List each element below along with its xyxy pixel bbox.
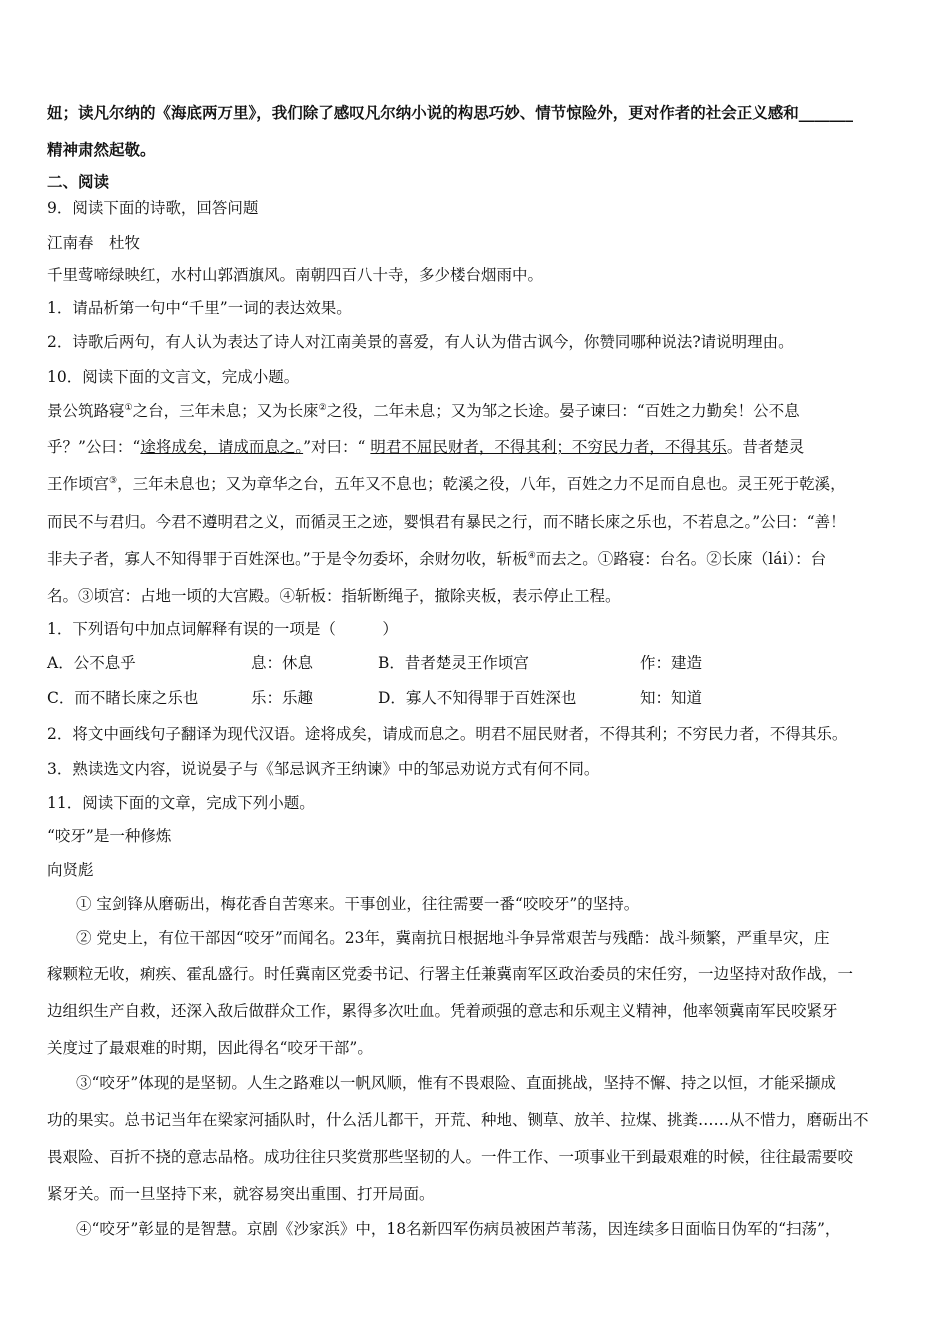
footnote-marker: ③: [109, 475, 118, 486]
footnote-marker: ④: [527, 550, 536, 561]
article-paragraph-line: 紧牙关。而一旦坚持下来，就容易突出重围、打开局面。: [47, 1185, 435, 1203]
text-line: 妞；读凡尔纳的《海底两万里》，我们除了感叹凡尔纳小说的构思巧妙、情节惊险外，更对作者的社会正义感和_______: [47, 103, 854, 122]
option-b: B．昔者楚灵王作顷宫: [378, 654, 529, 672]
option-c: C．而不睹长庲之乐也: [47, 689, 199, 707]
underlined-sentence: 明君不屈民财者，不得其利；不穷民力者，不得其乐: [370, 438, 727, 456]
article-paragraph: ④“咬牙”彰显的是智慧。京剧《沙家浜》中，18名新四军伤病员被困芦苇荡，因连续多日面临日伪军的“扫荡”，: [76, 1220, 841, 1238]
article-paragraph-line: 稼颗粒无收，痢疾、霍乱盛行。时任冀南区党委书记、行署主任兼冀南军区政治委员的宋任穷，一边坚持对敌作战，一: [47, 965, 854, 983]
article-paragraph: ② 党史上，有位干部因“咬牙”而闻名。23年，冀南抗日根据地斗争异常艰苦与残酷：战斗频繁，严重旱灾，庄: [76, 929, 830, 947]
footnote-marker: ②: [318, 402, 327, 413]
classical-text-line: 景公筑路寝①之台，三年未息；又为长庲②之役，二年未息；又为邹之长途。晏子谏曰：“百姓之力勤矣！公不息: [47, 402, 800, 420]
question-title: 9．阅读下面的诗歌，回答问题: [47, 199, 259, 217]
poem-title: 江南春 杜牧: [47, 234, 141, 252]
article-title: “咬牙”是一种修炼: [47, 827, 172, 845]
article-paragraph-line: 边组织生产自救，还深入敌后做群众工作，累得多次吐血。凭着顽强的意志和乐观主义精神，他率领冀南军民咬紧牙: [47, 1002, 838, 1020]
sub-question: 2．将文中画线句子翻译为现代汉语。途将成矣，请成而息之。明君不屈民财者，不得其利；不穷民力者，不得其乐。: [47, 725, 848, 743]
section-heading: 二、阅读: [47, 172, 110, 191]
sub-question: 3．熟读选文内容，说说晏子与《邹忌讽齐王纳谏》中的邹忌劝说方式有何不同。: [47, 760, 600, 778]
classical-text-line: 王作顷宫③，三年未息也；又为章华之台，五年又不息也；乾溪之役，八年，百姓之力不足而自息也。灵王死于乾溪，: [47, 475, 846, 493]
classical-text-line: 非夫子者，寡人不知得罪于百姓深也。”于是令勿委坏，余财勿收，斩板④而去之。①路寝：台名。②长庲（lái）：台: [47, 550, 827, 568]
option-a-gloss: 息：休息: [251, 654, 314, 672]
sub-question: 1．下列语句中加点词解释有误的一项是（ ）: [47, 620, 398, 638]
text-line: 精神肃然起敬。: [47, 140, 156, 159]
footnote-marker: ①: [124, 402, 133, 413]
poem-text: 千里莺啼绿映红，水村山郭酒旗风。南朝四百八十寺，多少楼台烟雨中。: [47, 266, 544, 284]
classical-text-line: 名。③顷宫：占地一顷的大宫殿。④斩板：指斩断绳子，撤除夹板，表示停止工程。: [47, 587, 621, 605]
classical-text-line: 而民不与君归。今君不遵明君之义，而循灵王之迹，婴惧君有暴民之行，而不睹长庲之乐也，不若息之。”公曰：“善！: [47, 513, 846, 531]
underlined-sentence: 途将成矣，请成而息之。: [140, 438, 304, 456]
classical-text-line: 乎？”公曰：“途将成矣，请成而息之。”对曰：“ 明君不屈民财者，不得其利；不穷民力者，不得其乐。昔者楚灵: [47, 438, 805, 456]
question-title: 10．阅读下面的文言文，完成小题。: [47, 368, 300, 386]
option-c-gloss: 乐：乐趣: [251, 689, 314, 707]
article-paragraph-line: 畏艰险、百折不挠的意志品格。成功往往只奖赏那些坚韧的人。一件工作、一项事业干到最艰难的时候，往往最需要咬: [47, 1148, 854, 1166]
article-paragraph: ③“咬牙”体现的是坚韧。人生之路难以一帆风顺，惟有不畏艰险、直面挑战，坚持不懈、持之以恒，才能采撷成: [76, 1074, 836, 1092]
article-paragraph: ① 宝剑锋从磨砺出，梅花香自苦寒来。干事创业，往往需要一番“咬咬牙”的坚持。: [76, 895, 640, 913]
sub-question: 1．请品析第一句中“千里”一词的表达效果。: [47, 299, 352, 317]
article-paragraph-line: 功的果实。总书记当年在梁家河插队时，什么活儿都干，开荒、种地、铡草、放羊、拉煤、挑粪……从不惜力，磨砺出不: [47, 1111, 869, 1129]
option-b-gloss: 作：建造: [640, 654, 703, 672]
article-author: 向贤彪: [47, 861, 94, 879]
option-a: A．公不息乎: [47, 654, 136, 672]
question-title: 11．阅读下面的文章，完成下列小题。: [47, 794, 315, 812]
option-d: D．寡人不知得罪于百姓深也: [378, 689, 577, 707]
sub-question: 2．诗歌后两句，有人认为表达了诗人对江南美景的喜爱，有人认为借古讽今，你赞同哪种说法?请说明理由。: [47, 333, 794, 351]
option-d-gloss: 知：知道: [640, 689, 703, 707]
article-paragraph-line: 关度过了最艰难的时期，因此得名“咬牙干部”。: [47, 1039, 373, 1057]
